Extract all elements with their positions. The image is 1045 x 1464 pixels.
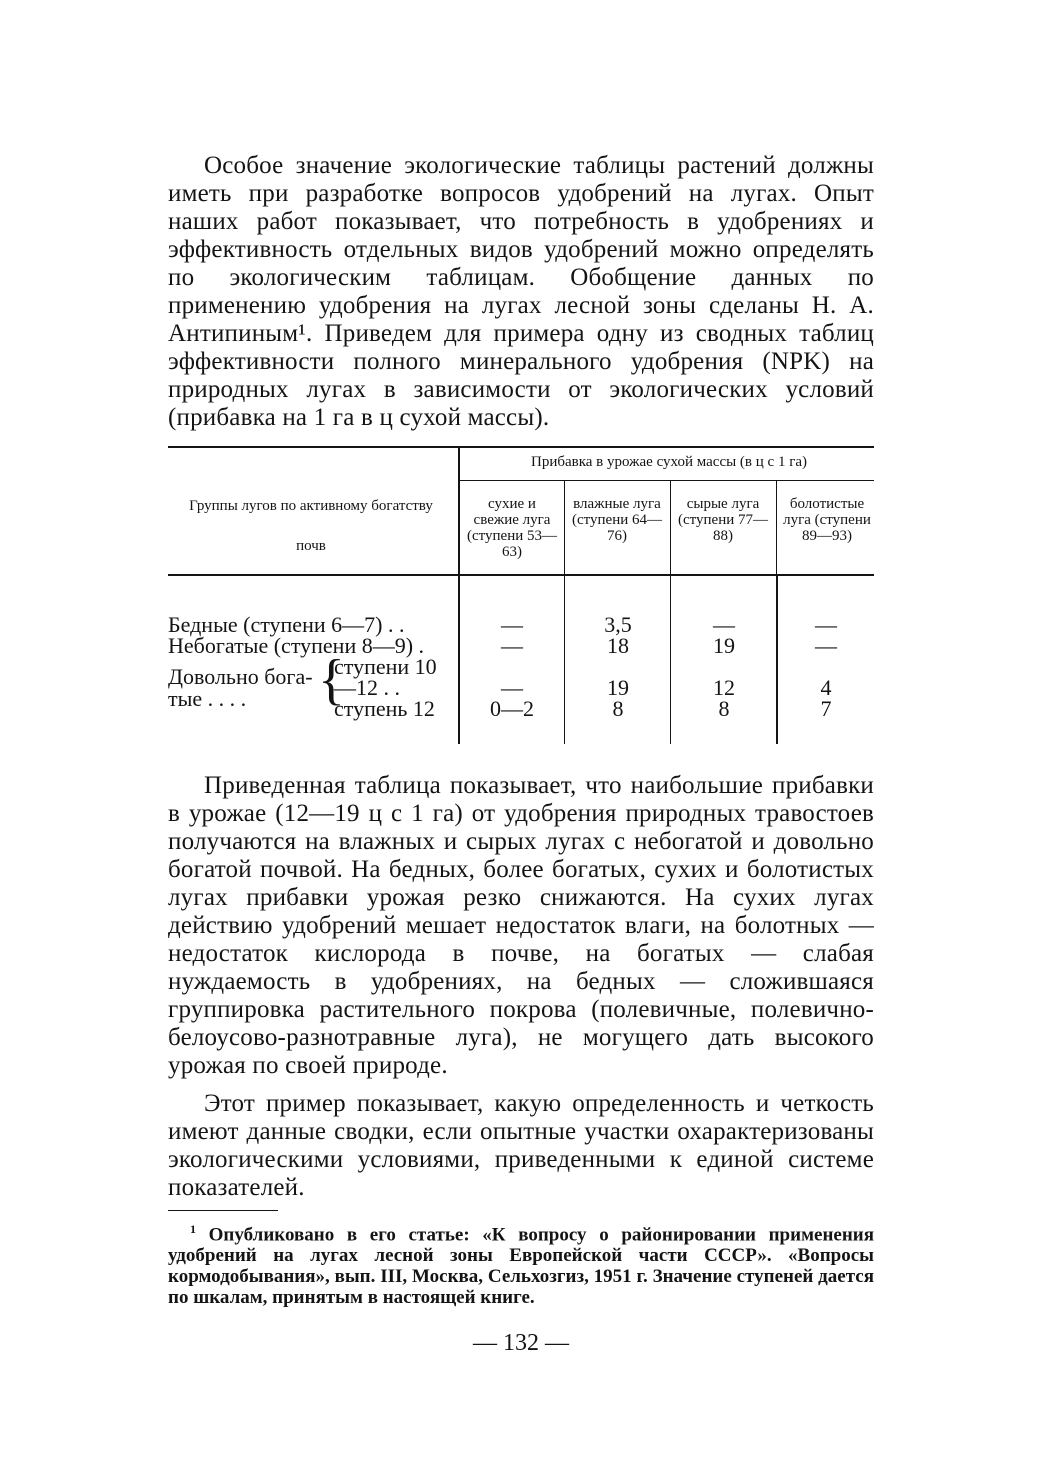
paragraph-2: Приведенная таблица показывает, что наибольшие прибавки в урожае (12—19 ц с 1 га) от удобрения природных травостоев получаются на влажных и сырых лугах с небогатой и довольно богатой почвой. На бедных, более богатых, сухих и болотистых лугах прибавки урожая резко снижаются. На сухих лугах действию удобрений мешает недостаток влаги, на болотных — недостаток кислорода в почве, на богатых — слабая нуждаемость в удобрениях, на бедных — сложившаяся группировка растительного покрова (полевичные, полевично-белоусово-разнотравные луга), не могущего дать высокого урожая по своей природе. (168, 772, 874, 1079)
row-header: Группы лугов по активному богатству почв (189, 498, 433, 554)
cell-rich2-wet: 8 (718, 696, 730, 721)
brace-icon: { (318, 649, 345, 711)
cell-rich2-swampy: 7 (820, 696, 832, 721)
cell-poor-wet: — (713, 612, 735, 637)
col-header-moist: влажные луга (ступени 64—76) (572, 496, 662, 544)
col-header-wet: сырые луга (ступени 77—88) (678, 496, 768, 544)
cell-rich1-swampy: 4 (820, 675, 832, 700)
col-header-swampy: болотистые луга (ступени 89—93) (783, 496, 871, 544)
row-label-not-rich: Небогатые (ступени 8—9) . (168, 633, 425, 658)
group-header: Прибавка в урожае сухой массы (в ц с 1 га) (530, 454, 807, 470)
footnote-text: Опубликовано в его статье: «К вопросу о районировании применения удобрений на лугах лесной зоны Европейской части СССР». «Вопросы кормодобывания», вып. III, Москва, Сельхозгиз, 1951 г. Значение ступеней дается по шкалам, принятым в настоящей книге. (168, 1224, 875, 1309)
col-header-dry: сухие и свежие луга (ступени 53—63) (467, 496, 557, 560)
rich-sub-label-2: ступень 12 (334, 696, 435, 721)
page-number: — 132 — (473, 1330, 569, 1357)
row-label-poor: Бедные (ступени 6—7) . . (168, 612, 405, 637)
cell-rich1-moist: 19 (607, 675, 629, 700)
cell-not-rich-wet: 19 (713, 633, 735, 658)
footnote (168, 1219, 874, 1308)
paragraph-3: Этот пример показывает, какую определенность и четкость имеют данные сводки, если опытные участки охарактеризованы экологическими условиями, приведенными к единой системе показателей. (168, 1090, 874, 1201)
cell-poor-moist: 3,5 (604, 612, 632, 637)
footnote-marker: 1 (190, 1222, 196, 1236)
fertilizer-table (168, 446, 874, 746)
cell-poor-dry: — (501, 612, 523, 637)
footnote-divider (168, 1210, 278, 1211)
cell-not-rich-moist: 18 (607, 633, 629, 658)
cell-rich2-dry: 0—2 (490, 696, 534, 721)
row-label-rich-1: Довольно бога- (168, 664, 313, 689)
rich-sub-label-1: ступени 10—12 . . (334, 654, 437, 700)
cell-not-rich-swampy: — (815, 633, 837, 658)
row-label-rich-2: тые . . . . (168, 686, 247, 711)
intro-paragraph: Особое значение экологические таблицы растений должны иметь при разработке вопросов удобрений на лугах. Опыт наших работ показывает, что потребность в удобрениях и эффективность отдельных видов удобрений можно определять по экологическим таблицам. Обобщение данных по применению удобрения на лугах лесной зоны сделаны Н. А. Антипиным¹. Приведем для примера одну из сводных таблиц эффективности полного минерального удобрения (NPK) на природных лугах в зависимости от экологических условий (прибавка на 1 га в ц сухой массы). (168, 152, 874, 431)
cell-not-rich-dry: — (501, 633, 523, 658)
cell-poor-swampy: — (815, 612, 837, 637)
cell-rich1-dry: — (501, 675, 523, 700)
page (168, 152, 874, 1357)
cell-rich2-moist: 8 (612, 696, 624, 721)
cell-rich1-wet: 12 (713, 675, 735, 700)
